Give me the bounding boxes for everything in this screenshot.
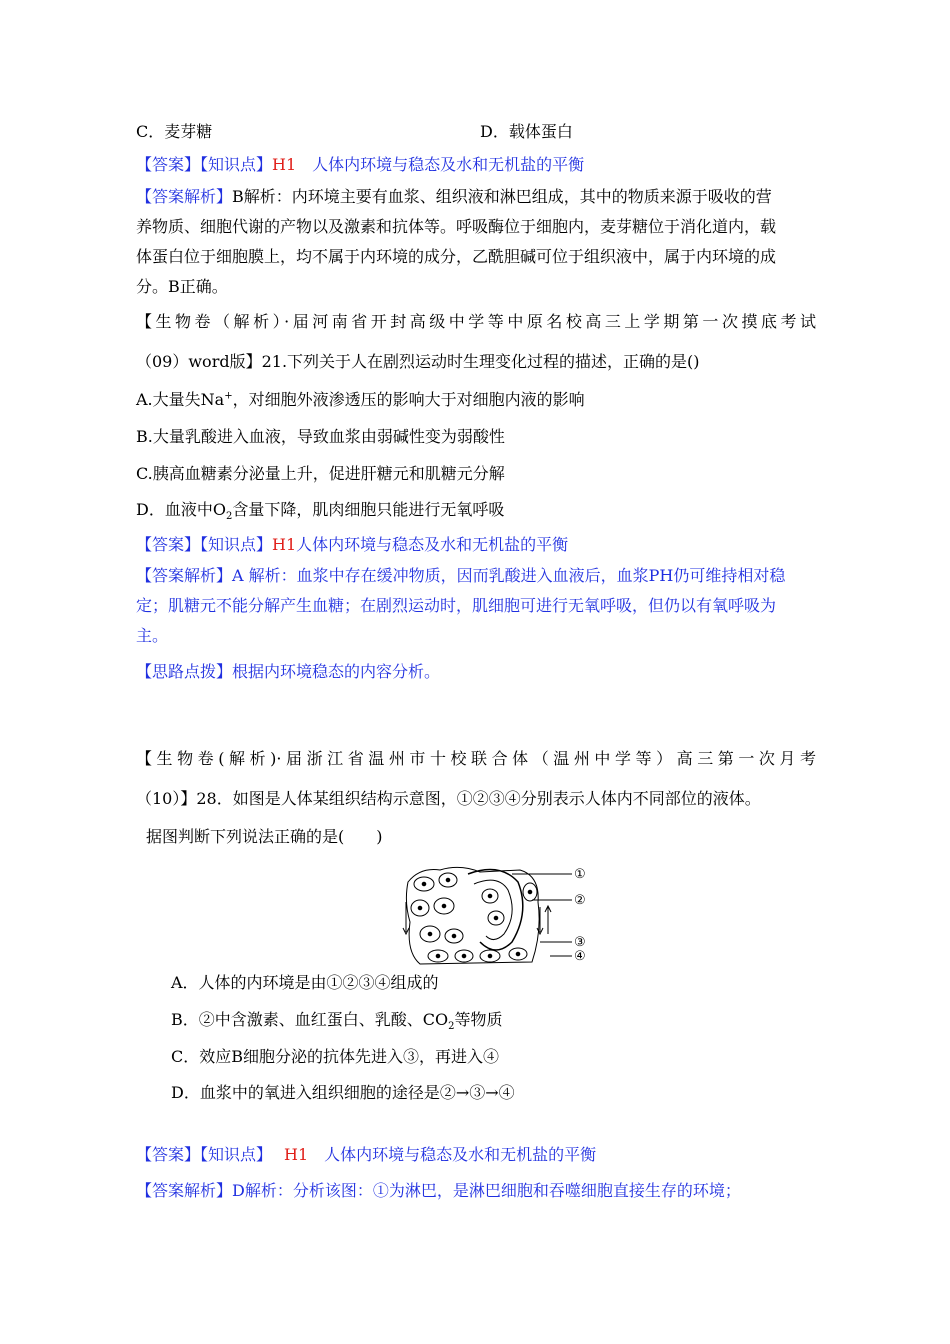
q21-hint: 【思路点拨】根据内环境稳态的内容分析。	[136, 662, 441, 681]
q20-analysis-line-3: 体蛋白位于细胞膜上，均不属于内环境的成分，乙酰胆碱可位于组织液中，属于内环境的成	[136, 247, 777, 266]
q21-source-line-1: 【生物卷（解析）·届河南省开封高级中学等中原名校高三上学期第一次摸底考试	[136, 312, 816, 331]
q21-analysis-line-2: 定；肌糖元不能分解产生血糖；在剧烈运动时，肌细胞可进行无氧呼吸，但仍以有氧呼吸为	[136, 596, 777, 615]
q21-option-b: B.大量乳酸进入血液，导致血浆由弱碱性变为弱酸性	[136, 427, 505, 446]
q21-source-line-2: （09）word版】21.下列关于人在剧烈运动时生理变化过程的描述，正确的是()	[136, 352, 700, 371]
answer-prefix: 【答案】【知识点】	[136, 155, 273, 174]
q20-answer-line	[136, 154, 584, 176]
q20-analysis-line-4: 分。B正确。	[136, 277, 228, 296]
figure-label-4: ④	[574, 949, 586, 964]
q21-option-d: D．血液中$O_2$含量下降，肌肉细胞只能进行无氧呼吸	[136, 500, 505, 523]
q20-option-c: C．麦芽糖	[136, 122, 213, 141]
answer-topic: 人体内环境与稳态及水和无机盐的平衡	[296, 155, 585, 174]
q21-option-a: A.大量失Na+，对细胞外液渗透压的影响大于对细胞内液的影响	[136, 390, 585, 409]
q20-option-d: D．载体蛋白	[480, 122, 573, 141]
q21-option-c: C.胰高血糖素分泌量上升，促进肝糖元和肌糖元分解	[136, 464, 505, 483]
q28-option-d: D．血浆中的氧进入组织细胞的途径是②→③→④	[171, 1083, 515, 1102]
q28-option-b: B．②中含激素、血红蛋白、乳酸、$CO_2$等物质	[171, 1010, 503, 1033]
analysis-text: B解析：内环境主要有血浆、组织液和淋巴组成，其中的物质来源于吸收的营	[232, 187, 772, 206]
q28-source-line-2: （10）】28．如图是人体某组织结构示意图，①②③④分别表示人体内不同部位的液体。	[136, 789, 761, 808]
q28-source-line-1: 【生物卷(解析)·届浙江省温州市十校联合体（温州中学等）高三第一次月考	[136, 749, 816, 768]
figure-label-3: ③	[574, 935, 586, 950]
q21-analysis-line-1: 【答案解析】A 解析：血浆中存在缓冲物质，因而乳酸进入血液后，血浆PH仍可维持相对稳	[136, 566, 786, 585]
figure-label-1: ①	[574, 867, 586, 882]
q20-analysis-line-2: 养物质、细胞代谢的产物以及激素和抗体等。呼吸酶位于细胞内，麦芽糖位于消化道内，载	[136, 217, 777, 236]
q28-option-a: A．人体的内环境是由①②③④组成的	[171, 973, 439, 992]
answer-code: H1	[272, 155, 297, 174]
q28-option-c: C．效应B细胞分泌的抗体先进入③，再进入④	[171, 1047, 500, 1066]
q20-analysis-line-1	[136, 186, 772, 208]
q28-answer-line: 【答案】【知识点】 H1 人体内环境与稳态及水和无机盐的平衡	[136, 1145, 597, 1164]
q28-stem: 据图判断下列说法正确的是( )	[146, 827, 383, 846]
q21-analysis-line-3: 主。	[136, 626, 169, 645]
analysis-label: 【答案解析】	[136, 187, 233, 206]
q21-answer-line: 【答案】【知识点】H1人体内环境与稳态及水和无机盐的平衡	[136, 535, 569, 554]
q28-analysis-line-1: 【答案解析】D解析：分析该图：①为淋巴，是淋巴细胞和吞噬细胞直接生存的环境；	[136, 1181, 741, 1200]
tissue-diagram	[400, 862, 595, 970]
tissue-structure-figure	[400, 862, 595, 970]
figure-label-2: ②	[574, 893, 586, 908]
